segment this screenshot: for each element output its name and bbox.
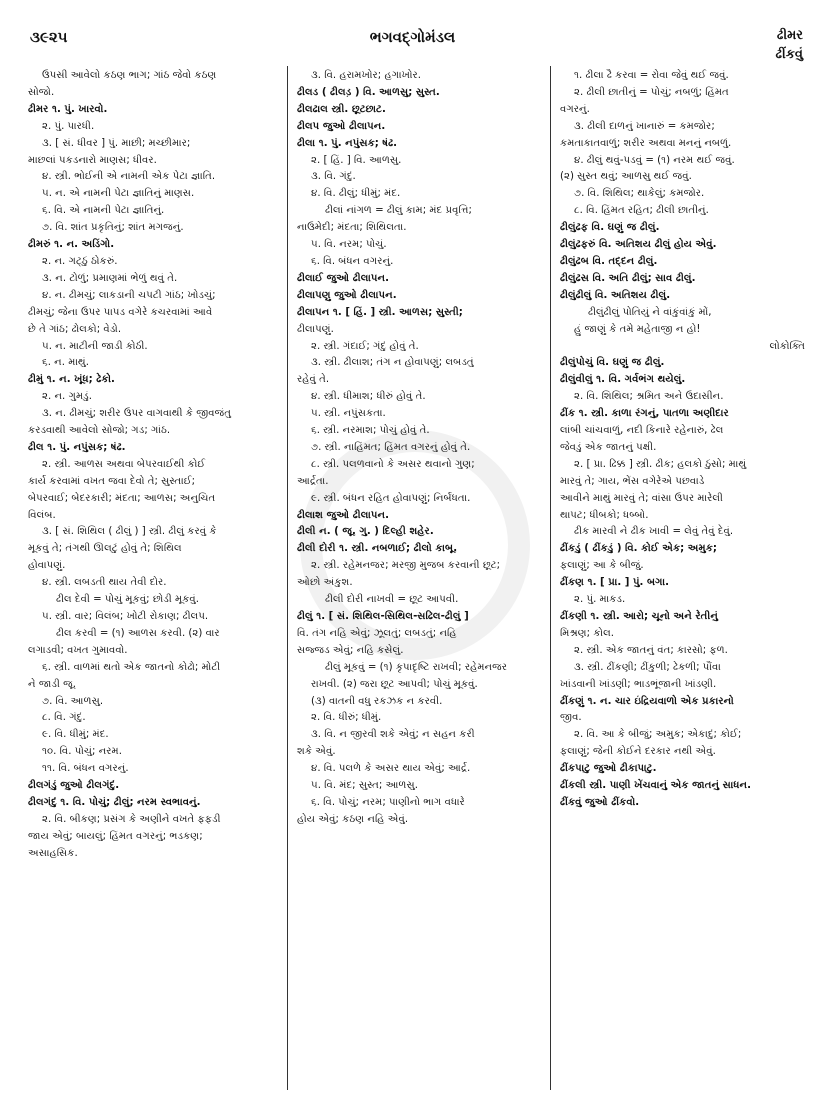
entry-text-line: ઢીલાપણું.	[297, 323, 334, 335]
entry-headword-line: ઢીલુંપોચું વિ. ઘણું જ ઢીલું.	[560, 357, 665, 369]
entry-headword-line: ઢીલડ ( ઢીલડ઼ ) વિ. આળસુ; સુસ્ત.	[297, 86, 440, 98]
entry-text-line: ૨. પું. પારધી.	[42, 120, 95, 132]
entry-text-line: ફલાણું; આ કે બીજું.	[560, 560, 644, 572]
entry-text-line: ઢીલું મૂકવું = (૧) કૃપાદૃષ્ટિ રાખવી; રહેમનજર	[325, 661, 508, 673]
entry-text-line: છે તે ગાંઠ; ઢોલકો; વેડો.	[28, 323, 122, 335]
entry-text-line: ઢીલી દોરી નાખવી = છૂટ આપવી.	[325, 594, 459, 606]
entry-text-line: રહેવું તે.	[297, 374, 330, 386]
entry-headword-line: ઢીલાપણુ જુઓ ઢીલાપન.	[297, 289, 397, 301]
entry-text-line: ૨. વિ. આ કે બીજું; અમુક; એકાદું; કોઈ;	[574, 729, 742, 741]
entry-text-line: કમતાકાતવાળું; શરીર અથવા મનનું નબળું.	[560, 137, 732, 149]
entry-text-line: થાપટ; ધીબકો; ધબ્બો.	[560, 509, 649, 521]
entry-headword-line: ઢીલગંદું ૧. વિ. પોચું; ઢીલું; નરમ સ્વભાવનું.	[28, 796, 201, 808]
entry-text-line: ૮. વિ. હિંમત રહિત; ઢીલી છાતીનું.	[574, 205, 709, 217]
entry-text-line: ૭. વિ. શિથિલ; થાકેલું; કમજોર.	[574, 188, 705, 200]
entry-headword-line: ઢીંકડું ( ઢીંકડું ) વિ. કોઈ એક; અમુક;	[560, 543, 718, 555]
entry-text-line: ઢીલ દેવી = પોચું મૂકવું; છોડી મૂકવું.	[56, 594, 199, 606]
entry-text-line: ૩. ન. ટોળું; પ્રમાણમાં ભેળું થવું તે.	[42, 272, 178, 284]
entry-text-line: કરડવાથી આવેલો સોજો; ગડ; ગાંઠ.	[28, 425, 171, 437]
entry-text-line: ઢીમચું; જેના ઉપર પાપડ વગેરે કચરવામાં આવે	[28, 306, 213, 318]
entry-text-line: ૨. [ હિં. ] વિ. આળસુ.	[311, 154, 402, 166]
entry-text-line: ઢીલ કરવી = (૧) આળસ કરવી. (૨) વાર	[56, 627, 220, 639]
entry-text-line: આવીને માથું મારવું તે; વાંસા ઉપર મારેલી	[560, 492, 723, 504]
entry-text-line: ૨. [ પ્રા. ઢિક્ક ] સ્ત્રી. ઢીક; હલકો ઠુંસો; માથું	[574, 458, 747, 470]
entry-headword-line: ઢીમું ૧. ન. ખૂંધ; ઢેકો.	[28, 374, 115, 386]
entry-text-line: મિશ્રણ; કોલ.	[560, 627, 615, 639]
entry-headword-line: ઢીલ ૧. પું. નપુંસક; ષંઢ.	[28, 441, 126, 453]
entry-text-line: ૩. ન. ઢીમચું; શરીર ઉપર વાગવાથી કે જીવજંતુ	[42, 408, 232, 420]
entry-text-line: ૨. પું. માકડ.	[574, 594, 626, 606]
entry-text-line: ૪. સ્ત્રી. ધીમાશ; ધીરું હોવું તે.	[311, 391, 426, 403]
entry-text-line: ૨. સ્ત્રી. રહેમનજર; મરજી મુજબ કરવાની છૂટ;	[311, 560, 501, 572]
entry-text-line: ૯. વિ. ધીમું; મંદ.	[42, 729, 109, 741]
entry-text-line: ઢીલુંઢીલું પોતિયું ને વાંકુંવાંકું મોં,	[588, 306, 712, 318]
entry-text-line: ૨. વિ. શિથિલ; શ્રમિત અને ઉદાસીન.	[574, 391, 724, 403]
entry-text-line: આર્દ્રતા.	[297, 475, 329, 487]
entry-text-line: ૭. સ્ત્રી. નાહિંમત; હિંમત વગરનું હોવું તે.	[311, 441, 471, 453]
entry-headword-line: ઢીંકણું ૧. ન. ચાર ઇંદ્રિયવાળો એક પ્રકારનો	[560, 695, 734, 707]
entry-text-line: ૩. [ સં. ધીવર ] પું. માછી; મચ્છીમાર;	[42, 137, 191, 149]
page-number: ૩૯૨૫	[30, 28, 68, 46]
entry-headword-line: ઢીલી દોરી ૧. સ્ત્રી. નબળાઈ; ઢીલો કાબૂ.	[297, 543, 458, 555]
entry-text-line: બેપરવાઈ; બેદરકારી; મંદતા; આળસ; અનુચિત	[28, 492, 216, 504]
dictionary-column-2	[297, 68, 542, 1090]
entry-text-line: ૩. વિ. ન જીરવી શકે એવું; ન સહન કરી	[311, 729, 475, 741]
entry-headword-line: ઢીલાપન ૧. [ હિં. ] સ્ત્રી. આળસ; સુસ્તી;	[297, 306, 463, 318]
entry-text-line: ૩. વિ. ગંદું.	[311, 171, 356, 183]
entry-text-line: ઉપસી આવેલો કઠણ ભાગ; ગાંઠ જેવો કઠણ	[42, 70, 217, 81]
entry-text-line: ૨. સ્ત્રી. એક જાતનું વંત; કારસો; ફળ.	[574, 644, 728, 656]
entry-text-line: સોજો.	[28, 86, 55, 98]
entry-headword-line: ઢીલા ૧. પું. નપુંસક; ષંઢ.	[297, 137, 398, 149]
entry-text-line: રાખવી. (૨) જરા છૂટ આપવી; પોચું મૂકવું.	[311, 678, 478, 690]
entry-text-line: ૬. સ્ત્રી. વાળમાં થતો એક જાતનો કોઢો; મોટી	[42, 661, 221, 673]
entry-text-line: ૧. ઢીલા ઢૈ કરવા = રોવા જેવું થઈ જવું.	[574, 70, 729, 81]
entry-text-line: ૨. ઢીલી છાતીનું = પોચું; નબળું; હિંમત	[574, 86, 729, 98]
page-header	[0, 0, 825, 72]
entry-text-line: ખાંડવાની ખાંડણી; ભાડભૂંજાની ખાંડણી.	[560, 678, 717, 690]
entry-headword-line: ઢીલુંઢબ વિ. તદ્દન ઢીલું.	[560, 255, 658, 267]
entry-text-line: ઓછો અંકુશ.	[297, 577, 353, 589]
entry-text-line: ઢીક મારવી ને ઢીક ખાવી = લેવું તેવું દેવું.	[574, 526, 734, 538]
entry-headword-line: ઢીલી ન. ( જૂ. ગુ. ) દિલ્હી શહેર.	[297, 526, 434, 538]
entry-text-line: હોય એવું; કઠણ નહિ એવું.	[297, 813, 409, 825]
entry-headword-line: ઢીલાઈ જુઓ ઢીલાપન.	[297, 272, 389, 284]
entry-text-line: ૪. ન. ઢીમચું; લાકડાની ચપટી ગાંઠ; ખોડચું;	[42, 289, 216, 301]
entry-text-line: ને જાડી જૂ.	[28, 678, 77, 690]
entry-text-line: હું જાણું કે તમે મહેતાજી ન હો!	[574, 323, 701, 335]
dictionary-column-1	[28, 68, 280, 1090]
entry-headword-line: ઢીંકલી સ્ત્રી. પાણી ખેંચવાનું એક જાતનું સાધન.	[560, 780, 751, 792]
entry-text-line: ૨. ન. ગુમડું.	[42, 391, 92, 403]
entry-text-line: હોવાપણું.	[28, 560, 66, 572]
entry-text-line: ૭. વિ. શાંત પ્રકૃતિનું; શાંત મગજનું.	[42, 222, 184, 234]
entry-text-line: નાઉમેદી; મંદતા; શિથિલતા.	[297, 222, 407, 234]
entry-text-line: જેવડું એક જાતનું પક્ષી.	[560, 441, 657, 453]
entry-text-line: ૬. વિ. એ નામની પેટા જ્ઞાતિનું.	[42, 205, 165, 217]
entry-text-line: ૩. [ સં. શિથિલ ( ઢીલું ) ] સ્ત્રી. ઢીલું કરવું કે	[42, 526, 217, 538]
entry-headword-line: ઢીલુંઢસ વિ. અતિ ઢીલું; સાવ ઢીલું.	[560, 272, 696, 284]
entry-headword-line: ઢીલુંઢફરું વિ. અતિશય ઢીલું હોય એવું.	[560, 239, 717, 251]
entry-text-line: ૨. સ્ત્રી. ગંદાઈ; ગંદું હોવું તે.	[311, 340, 419, 352]
entry-text-line: (૨) સુસ્ત થવું; આળસુ થઈ જવું.	[560, 171, 692, 183]
entry-headword-line: ઢીલપ જુઓ ઢીલાપન.	[297, 120, 386, 132]
entry-text-line: વગરનું.	[560, 103, 590, 115]
dictionary-column-3	[560, 68, 805, 1090]
entry-text-line: ૫. વિ. મંદ; સુસ્ત; આળસુ.	[311, 780, 418, 792]
entry-text-line: ૭. વિ. આળસુ.	[42, 695, 104, 707]
entry-text-line: ૨. વિ. બીકણ; પ્રસંગ કે અણીને વખતે ફફડી	[42, 813, 221, 825]
entry-headword-line: ઢીલુંઢીલું વિ. અતિશય ઢીલું.	[560, 289, 671, 301]
entry-text-line: ૨. વિ. ધીરું; ધીમું.	[311, 712, 382, 724]
entry-text-line: વિ. તંગ નહિ એવું; ઝૂલતું; લબડતું; નહિ	[297, 627, 457, 639]
entry-text-line: ૮. વિ. ગંદું.	[42, 712, 86, 724]
entry-headword-line: ઢીલું ૧. [ સં. શિથિલ-સિથિલ-સઢિલ-ઢીલું ]	[297, 611, 469, 622]
entry-text-line: ૪. વિ. પલળે કે અસર થાય એવું; આર્દ્ર.	[311, 763, 471, 775]
entry-text-line: માછલાં પકડનારો માણસ; ધીવર.	[28, 154, 157, 166]
entry-headword-line: ઢીંક ૧. સ્ત્રી. કાળા રંગનું, પાતળા અણીદાર	[560, 408, 729, 420]
entry-text-line: ૪. સ્ત્રી. ભોઈની એ નામની એક પેટા જ્ઞાતિ.	[42, 171, 216, 183]
entry-text-line: અસાહસિક.	[28, 847, 78, 859]
column-divider	[550, 66, 551, 1090]
entry-text-line: ૨. સ્ત્રી. આળસ અથવા બેપરવાઈથી કોઈ	[42, 458, 206, 470]
entry-headword-line: ઢીંકવું જુઓ ઢીંકવો.	[560, 796, 640, 808]
entry-headword-line: ઢીલગંડું જુઓ ઢીલગંદું.	[28, 780, 120, 792]
entry-headword-line: ઢીંકણ ૧. [ પ્રા. ] પું. બગા.	[560, 577, 669, 589]
entry-headword-line: ઢીલુંઢફ વિ. ઘણું જ ઢીલું.	[560, 222, 660, 234]
entry-text-line: મૂકવું તે; તંગથી ઊલટું હોવું તે; શિથિલ	[28, 543, 182, 555]
entry-text-line: ૯. સ્ત્રી. બંધન રહિત હોવાપણું; નિર્બંધતા.	[311, 492, 471, 504]
entry-text-line: ઢીલાં નાંગળ = ઢીલું કામ; મંદ પ્રવૃત્તિ;	[325, 205, 472, 217]
entry-headword-line: ઢીલુંવીલું ૧. વિ. ગર્વભંગ થયેલું.	[560, 374, 686, 386]
entry-text-line: ૨. ન. ગટ્ઠું ઠોકરું.	[42, 255, 118, 267]
entry-text-line: સજ્જડ એવું; નહિ કસેલું.	[297, 644, 404, 656]
entry-headword-line: ઢીંકપાટુ જુઓ ઢીકાપાટુ.	[560, 763, 657, 775]
entry-headword-line: ઢીલઢાલ સ્ત્રી. છૂટછાટ.	[297, 103, 386, 115]
entry-text-line: ૫. સ્ત્રી. વાર; વિલંબ; ખોટી રોકાણ; ઢીલપ.	[42, 611, 209, 622]
entry-text-line: કાર્ય કરવામાં વખત જવા દેવો તે; સુસ્તાઈ;	[28, 475, 196, 487]
entry-text-line: ૫. સ્ત્રી. નપુંસકતા.	[311, 408, 386, 420]
entry-text-line: ૩. સ્ત્રી. ઢીંકણી; ઢીંકુળી; ઢેકળી; પૌંવા	[574, 661, 721, 673]
entry-text-line: જીવ.	[560, 712, 582, 724]
entry-text-line: શકે એવું.	[297, 746, 336, 758]
entry-text-line: ૮. સ્ત્રી. પલળવાનો કે અસર થવાનો ગુણ;	[311, 458, 475, 470]
entry-text-line: ૩. ઢીલી દાળનું ખાનારું = કમજોર;	[574, 120, 715, 132]
entry-text-line: લાંબી ચાંચવાળું, નદી કિનારે રહેનારું, ઢેલ	[560, 425, 724, 437]
entry-headword-line: ઢીંકણી ૧. સ્ત્રી. આરો; ચૂનો અને રેતીનું	[560, 611, 718, 622]
entry-headword-line: ઢીમર ૧. પું. ખારવો.	[28, 103, 108, 115]
entry-text-line: ૫. વિ. નરમ; પોચું.	[311, 239, 387, 251]
guide-word-first: ઢીમર	[776, 28, 803, 43]
entry-text-line: જાય એવું; બાયલું; હિંમત વગરનું; ભડકણ;	[28, 830, 203, 842]
entry-headword-line: ઢીમરું ૧. ન. અડિંગો.	[28, 239, 115, 251]
entry-text-line: ૪. ઢીલું થવું-પડવું = (૧) નરમ થઈ જવું.	[574, 154, 735, 166]
entry-text-line: ૬. સ્ત્રી. નરમાશ; પોચું હોવું તે.	[311, 425, 430, 437]
entry-text-line: ૬. વિ. પોચું; નરમ; પાણીનો ભાગ વધારે	[311, 796, 465, 808]
entry-text-line: લગાડવી; વખત ગુમાવવો.	[28, 644, 128, 656]
entry-text-line: ૪. સ્ત્રી. લબડતી થાય તેવી દોર.	[42, 577, 167, 589]
entry-text-line: ૩. વિ. હરામખોર; હગાખોર.	[311, 70, 422, 81]
entry-text-line: મારવું તે; ગાય, ભેંસ વગેરેએ પછવાડે	[560, 475, 705, 487]
guide-word-last: ઢીંકવું	[775, 47, 803, 62]
entry-text-line: ફલાણું; જેની કોઈને દરકાર નથી એવું.	[560, 746, 716, 758]
entry-text-line: ૪. વિ. ઢીલું; ધીમું; મંદ.	[311, 188, 401, 200]
guide-words	[776, 26, 803, 64]
entry-text-line: ૩. સ્ત્રી. ઢીલાશ; તંગ ન હોવાપણું; લબડતું	[311, 357, 474, 369]
entry-text-line: વિલંબ.	[28, 509, 56, 521]
entry-text-line: લોકોક્તિ	[769, 340, 805, 352]
entry-text-line: ૫. ન. એ નામની પેટા જ્ઞાતિનું માણસ.	[42, 188, 195, 200]
entry-text-line: ૬. ન. માથું.	[42, 357, 89, 369]
entry-text-line: ૫. ન. માટીની જાડી કોઠી.	[42, 340, 148, 352]
column-divider	[287, 66, 288, 1090]
entry-text-line: (૩) વાતની વધુ રકઝક ન કરવી.	[311, 695, 443, 707]
entry-text-line: ૧૧. વિ. બંધન વગરનું.	[42, 763, 129, 775]
entry-text-line: ૬. વિ. બંધન વગરનું.	[311, 255, 394, 267]
running-title: ભગવદ્ગોમંડલ	[369, 28, 456, 46]
entry-text-line: ૧૦. વિ. પોચું; નરમ.	[42, 746, 122, 758]
entry-headword-line: ઢીલાશ જુઓ ઢીલાપન.	[297, 509, 389, 521]
